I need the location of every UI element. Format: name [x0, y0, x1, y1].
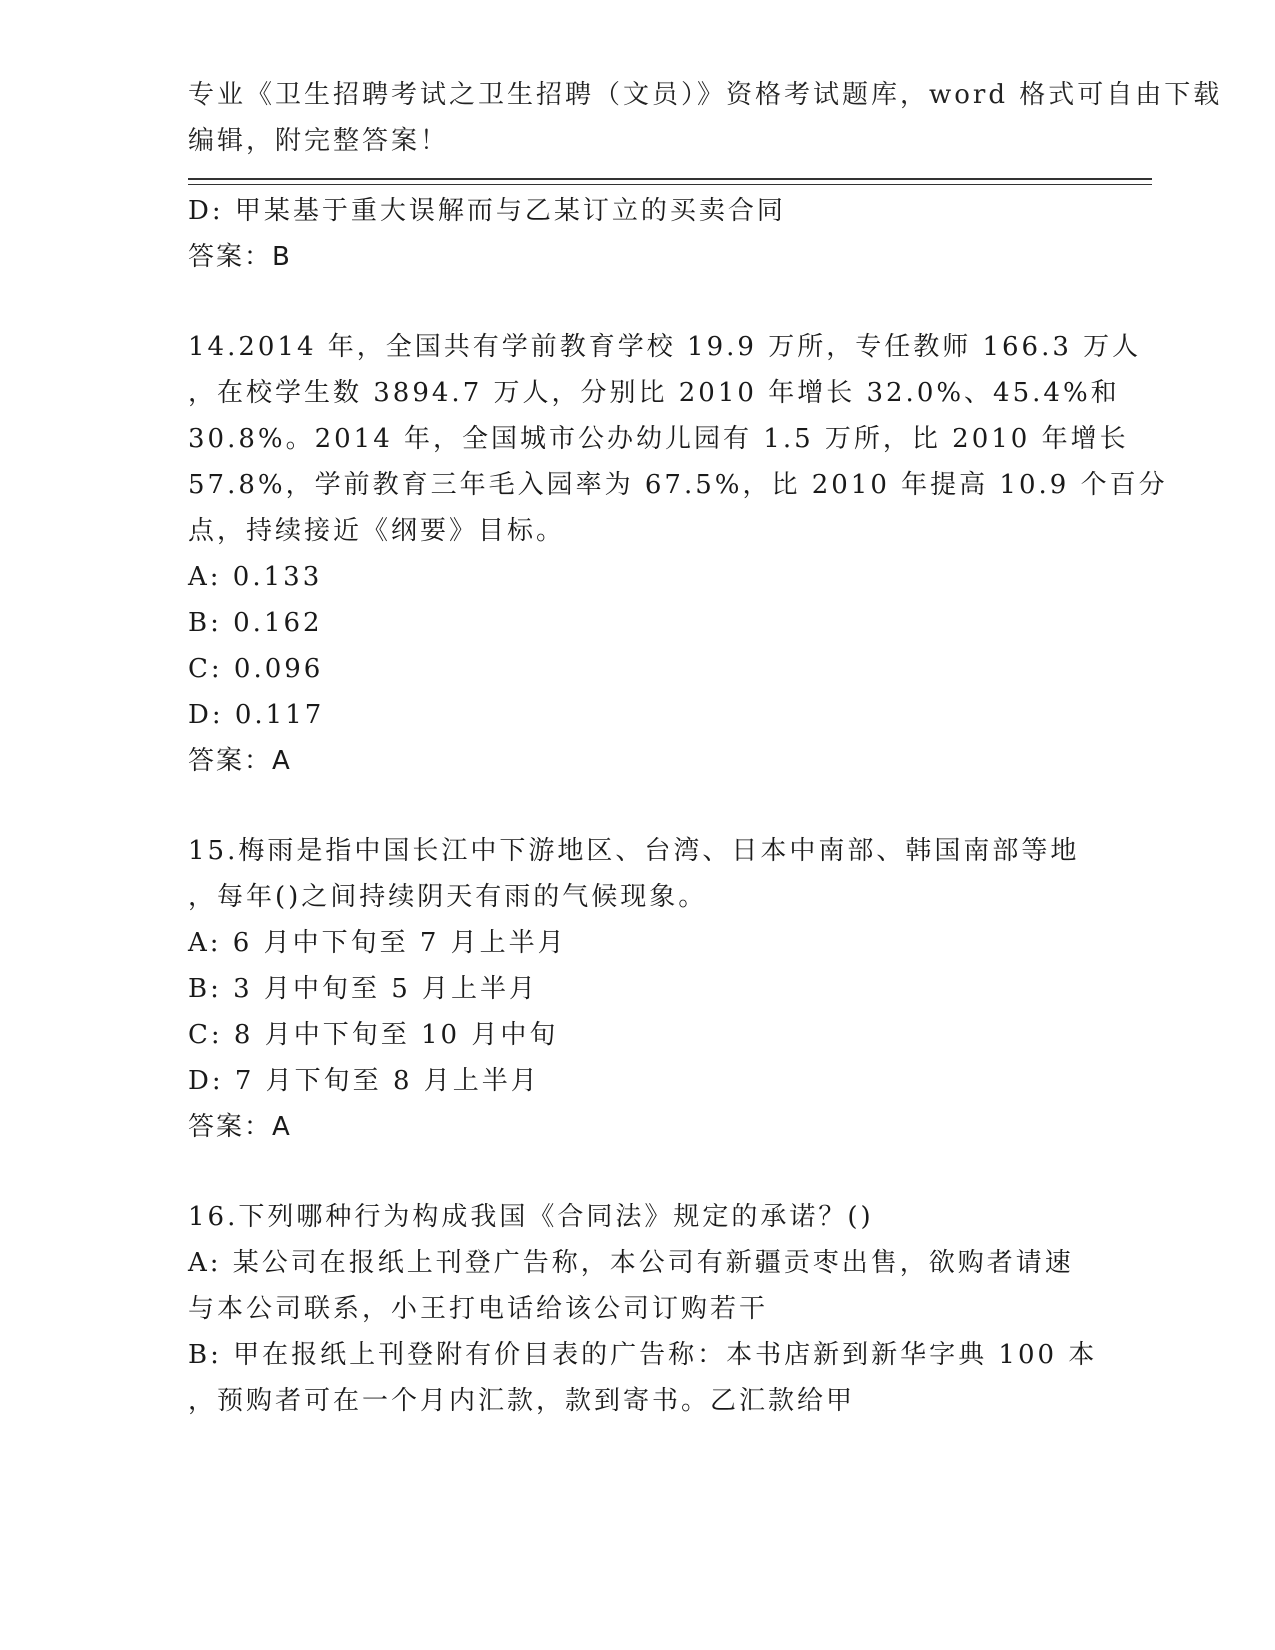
q14-option-d: D: 0.117 [188, 700, 325, 730]
q13-answer: 答案：B [188, 242, 292, 272]
q13-option-d: D: 甲某基于重大误解而与乙某订立的买卖合同 [188, 196, 786, 226]
q15-option-a: A: 6 月中下旬至 7 月上半月 [188, 928, 567, 958]
header-rule-thin [188, 184, 1152, 185]
q14-answer: 答案：A [188, 746, 292, 776]
question-15 [188, 828, 1088, 1150]
q16-option-a-line: A: 某公司在报纸上刊登广告称，本公司有新疆贡枣出售，欲购者请速 [188, 1248, 1074, 1278]
q16-stem-line: 16.下列哪种行为构成我国《合同法》规定的承诺？() [188, 1202, 874, 1232]
q15-answer: 答案：A [188, 1112, 292, 1142]
header-line-1: 专业《卫生招聘考试之卫生招聘（文员）》资格考试题库，word 格式可自由下载 [188, 80, 1223, 110]
question-14 [188, 324, 1168, 784]
q14-option-c: C: 0.096 [188, 654, 324, 684]
q15-stem-line: ，每年()之间持续阴天有雨的气候现象。 [188, 882, 708, 912]
question-16 [188, 1194, 1098, 1424]
q14-stem-line: 点，持续接近《纲要》目标。 [188, 516, 566, 546]
q14-stem-line: 57.8%，学前教育三年毛入园率为 67.5%，比 2010 年提高 10.9 个百分 [188, 470, 1168, 500]
q16-option-a-line: 与本公司联系，小王打电话给该公司订购若干 [188, 1294, 769, 1324]
page-header [188, 72, 1223, 164]
q16-option-b-line: B: 甲在报纸上刊登附有价目表的广告称：本书店新到新华字典 100 本 [188, 1340, 1098, 1370]
q15-option-c: C: 8 月中下旬至 10 月中旬 [188, 1020, 559, 1050]
header-line-2: 编辑，附完整答案！ [188, 126, 450, 156]
q14-stem-line: ，在校学生数 3894.7 万人，分别比 2010 年增长 32.0%、45.4%和 [188, 378, 1120, 408]
q15-option-d: D: 7 月下旬至 8 月上半月 [188, 1066, 540, 1096]
q15-stem-line: 15.梅雨是指中国长江中下游地区、台湾、日本中南部、韩国南部等地 [188, 836, 1080, 866]
q14-option-a: A: 0.133 [188, 562, 323, 592]
q14-stem-line: 30.8%。2014 年，全国城市公办幼儿园有 1.5 万所，比 2010 年增长 [188, 424, 1129, 454]
q14-stem-line: 14.2014 年，全国共有学前教育学校 19.9 万所，专任教师 166.3 万人 [188, 332, 1142, 362]
question-13 [188, 188, 1088, 280]
q15-option-b: B: 3 月中旬至 5 月上半月 [188, 974, 539, 1004]
q16-option-b-line: ，预购者可在一个月内汇款，款到寄书。乙汇款给甲 [188, 1386, 856, 1416]
document-body [188, 188, 1168, 1424]
header-rule-thick [188, 178, 1152, 180]
q14-option-b: B: 0.162 [188, 608, 323, 638]
